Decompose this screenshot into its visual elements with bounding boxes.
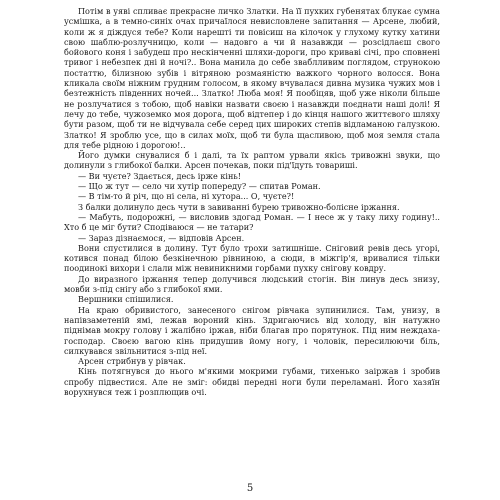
paragraph: Вони спустилися в долину. Тут було трохи затишніше. Сніговий ревів десь угорі, котився понад білою безкінечною рівниною, а сюди, в міжгір'я, вривалися тільки поодинокі вихори і слали між невиникними горбами пухку снігову ковдру.	[64, 242, 440, 274]
paragraph: До виразного іржання тепер долучився людський стогін. Він линув десь знизу, мовби з-під снігу або з глибокої ями.	[64, 273, 440, 295]
dialogue-line: — Зараз дізнаємося, — відповів Арсен.	[78, 232, 245, 243]
paragraph: На краю обривистого, занесеного снігом рівчака зупинилися. Там, унизу, в напівзаметеній ямі, лежав вороний кінь. Здригаючись від холоду, він натужно піднімав мокру голову і жалібно іржав, ніби благав про порятунок. Під ним неждаха-господар. Своєю вагою кінь придушив йому ногу, і чоловік, пересилюючи біль, силкувався звільнитися з-під неї.	[64, 304, 440, 356]
body-text	[64, 6, 440, 397]
dialogue-line: — В тім-то й річ, що ні села, ні хутора... О, чуєте?!	[78, 191, 295, 202]
paragraph: Потім в уяві спливає прекрасне личко Златки. На її пухких губенятах блукає сумна усмішка, а в темно-синіх очах причаїлося невисловлене запитання — Арсене, любий, коли ж я діждуся тебе? Коли нарешті ти повісиш на кілочок у глухому кутку хатини свою шаблю-розлучницю, коли — надовго а чи й назавжди — розсідлаєш свого бойового коня і забудеш про нескінченні шляхи-дороги, про криваві січі, про сповнені тривог і небезпек дні й ночі?.. Вона манила до себе зваблливим поглядом, струнокою постаттю, білизною зубів і вітряною розмаяністю важкого чорного волосся. Вона кликала своїм ніжним грудним голосом, в якому вчувалася дивна музика чужих мов і безтежність південних ночей... Златко! Люба моя! Я пообіцяв, щоб уже ніколи більше не розлучатися з тобою, щоб навіки назвати своєю і назавжди поєднати наші долі! Я лечу до тебе, чужоземко моя дорога, щоб відтепер і до кінця нашого життєвого шляху бути разом, щоб ти не відчувала себе серед цих широких степів відламаною галузкою. Златко! Я зроблю усе, що в силах моїх, щоб ти була щасливою, щоб моя земля стала для тебе рідною і дорогою!..	[64, 6, 440, 150]
paragraph: З балки долинуло десь чути в завиванні бурею тривожно-болісне іржання.	[78, 201, 400, 212]
paragraph: Кінь потягнувся до нього м'якими мокрими губами, тихенько заіржав і зробив спробу підвестися. Але не зміг: обидві передні ноги були переламані. Його хазяїн ворухнувся теж і розплющив очі.	[64, 366, 440, 397]
dialogue-line: — Що ж тут — село чи хутір попереду? — спитав Роман.	[78, 181, 321, 192]
page-number: 5	[246, 483, 254, 494]
paragraph: Арсен стрибнув у рівчак.	[78, 356, 186, 367]
paragraph: Його думки снувалися б і далі, та їх раптом урвали якісь тривожні звуки, що долинули з глибокої балки. Арсен почекав, поки під'їдуть товариші.	[64, 150, 440, 171]
dialogue-line: — Ви чуєте? Здається, десь ірже кінь!	[78, 170, 242, 181]
paragraph: Вершники спішилися.	[78, 294, 174, 305]
dialogue-line: — Мабуть, подорожні, — висловив здогад Роман. — І несе ж у таку лиху годину!.. Хто б це міг бути? Сподіваюся — не татари?	[64, 211, 440, 233]
